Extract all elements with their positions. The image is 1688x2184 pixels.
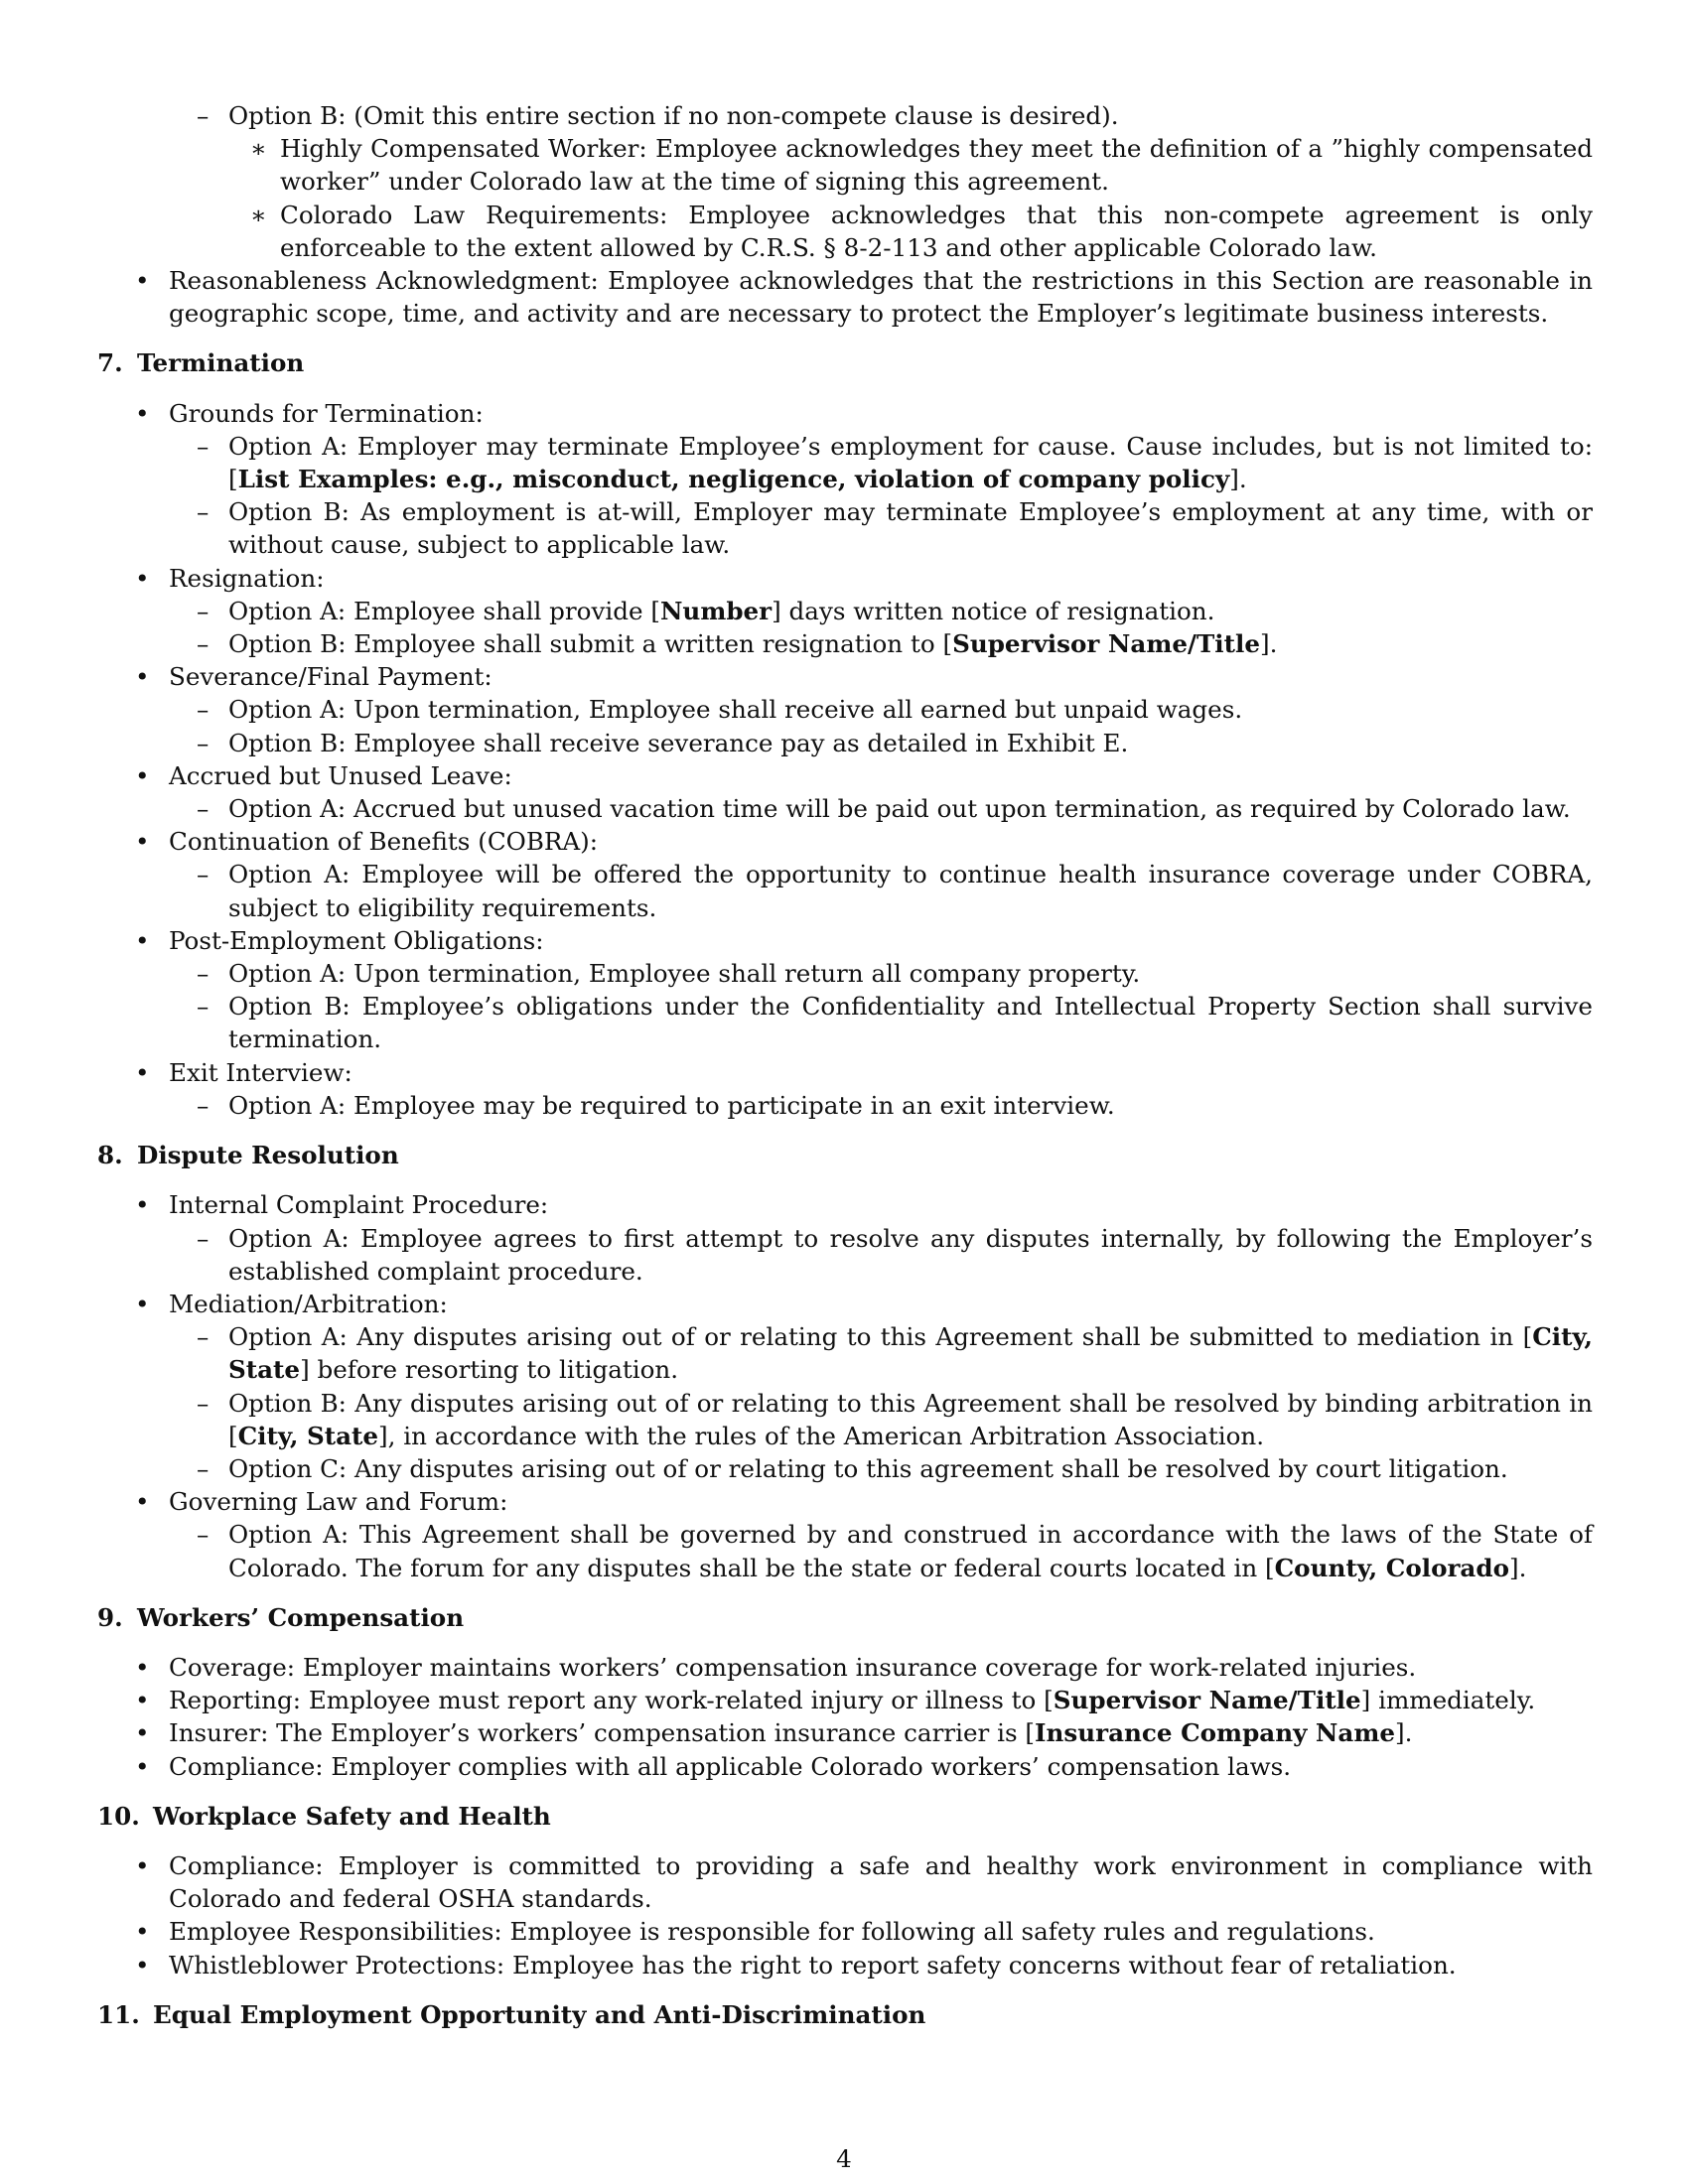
document-page — [97, 99, 1593, 2048]
list-item: – Option B: Employee’s obligations under the Confidentiality and Intellectual Property Section shall survive termination. — [197, 992, 1593, 1054]
list-item: • Accrued but Unused Leave: — [135, 760, 512, 790]
section-heading: 8. Dispute Resolution — [97, 1141, 399, 1170]
list-item: – Option A: This Agreement shall be governed by and construed in accordance with the laws of the State of Colorado. The forum for any disputes shall be the state or federal courts located in [County, Colorado]. — [197, 1520, 1593, 1582]
list-item: – Option A: Any disputes arising out of or relating to this Agreement shall be submitted to mediation in [City, State] before resorting to litigation. — [197, 1322, 1593, 1385]
list-item: – Option A: Employer may terminate Employee’s employment for cause. Cause includes, but is not limited to: [List Examples: e.g., misconduct, negligence, violation of company policy]. — [197, 431, 1593, 494]
list-item: • Severance/Final Payment: — [135, 662, 492, 692]
list-item: • Continuation of Benefits (COBRA): — [135, 827, 599, 857]
page-number: 4 — [836, 2144, 852, 2173]
list-item: – Option A: Employee will be offered the opportunity to continue health insurance coverage under COBRA, subject to eligibility requirements. — [197, 860, 1593, 922]
list-item: – Option C: Any disputes arising out of or relating to this agreement shall be resolved by court litigation. — [197, 1453, 1508, 1483]
section-heading: 9. Workers’ Compensation — [97, 1602, 465, 1632]
list-item: • Governing Law and Forum: — [135, 1487, 508, 1517]
list-item: – Option A: Upon termination, Employee shall receive all earned but unpaid wages. — [197, 695, 1243, 725]
list-item: • Whistleblower Protections: Employee has the right to report safety concerns without fear of retaliation. — [135, 1950, 1457, 1979]
section-heading: 10. Workplace Safety and Health — [97, 1801, 551, 1831]
list-item: – Option B: As employment is at-will, Employer may terminate Employee’s employment at any time, with or without cause, subject to applicable law. — [197, 497, 1593, 560]
list-item: • Resignation: — [135, 563, 325, 593]
list-item: • Employee Responsibilities: Employee is responsible for following all safety rules and regulations. — [135, 1917, 1375, 1947]
list-item: ∗ Colorado Law Requirements: Employee acknowledges that this non-compete agreement is only enforceable to the extent allowed by C.R.S. § 8-2-113 and other applicable Colorado law. — [250, 200, 1593, 262]
list-item: • Reasonableness Acknowledgment: Employee acknowledges that the restrictions in this Section are reasonable in geographic scope, time, and activity and are necessary to protect the Employer’s legitimate business interests. — [135, 266, 1593, 329]
list-item: • Exit Interview: — [135, 1057, 352, 1087]
list-item: – Option A: Employee may be required to participate in an exit interview. — [197, 1090, 1115, 1120]
list-item: – Option A: Upon termination, Employee shall return all company property. — [197, 959, 1141, 989]
list-item: • Reporting: Employee must report any work-related injury or illness to [Supervisor Name/Title] immediately. — [135, 1686, 1536, 1715]
section-heading: 11. Equal Employment Opportunity and Anti-Discrimination — [97, 1999, 926, 2029]
list-item: – Option A: Accrued but unused vacation time will be paid out upon termination, as required by Colorado law. — [197, 794, 1571, 824]
list-item: – Option B: (Omit this entire section if no non-compete clause is desired). — [197, 101, 1119, 130]
list-item: • Post-Employment Obligations: — [135, 925, 544, 955]
section-heading: 7. Termination — [97, 348, 305, 378]
list-item: – Option B: Employee shall submit a written resignation to [Supervisor Name/Title]. — [197, 629, 1278, 659]
list-item: • Compliance: Employer complies with all applicable Colorado workers’ compensation laws. — [135, 1751, 1292, 1781]
list-item: – Option B: Employee shall receive severance pay as detailed in Exhibit E. — [197, 728, 1129, 757]
list-item: • Grounds for Termination: — [135, 398, 484, 428]
list-item: – Option A: Employee agrees to first attempt to resolve any disputes internally, by following the Employer’s established complaint procedure. — [197, 1223, 1593, 1286]
list-item: – Option A: Employee shall provide [Number] days written notice of resignation. — [197, 596, 1215, 625]
list-item: ∗ Highly Compensated Worker: Employee acknowledges they meet the definition of a ”highly compensated worker” under Colorado law at the time of signing this agreement. — [250, 134, 1593, 197]
list-item: • Mediation/Arbitration: — [135, 1289, 448, 1318]
list-item: • Coverage: Employer maintains workers’ compensation insurance coverage for work-related injuries. — [135, 1652, 1417, 1682]
list-item: • Insurer: The Employer’s workers’ compensation insurance carrier is [Insurance Company Name]. — [135, 1718, 1413, 1748]
list-item: – Option B: Any disputes arising out of or relating to this Agreement shall be resolved by binding arbitration in [City, State], in accordance with the rules of the American Arbitration Association. — [197, 1388, 1593, 1450]
list-item: • Internal Complaint Procedure: — [135, 1190, 549, 1220]
list-item: • Compliance: Employer is committed to providing a safe and healthy work environment in compliance with Colorado and federal OSHA standards. — [135, 1850, 1593, 1914]
